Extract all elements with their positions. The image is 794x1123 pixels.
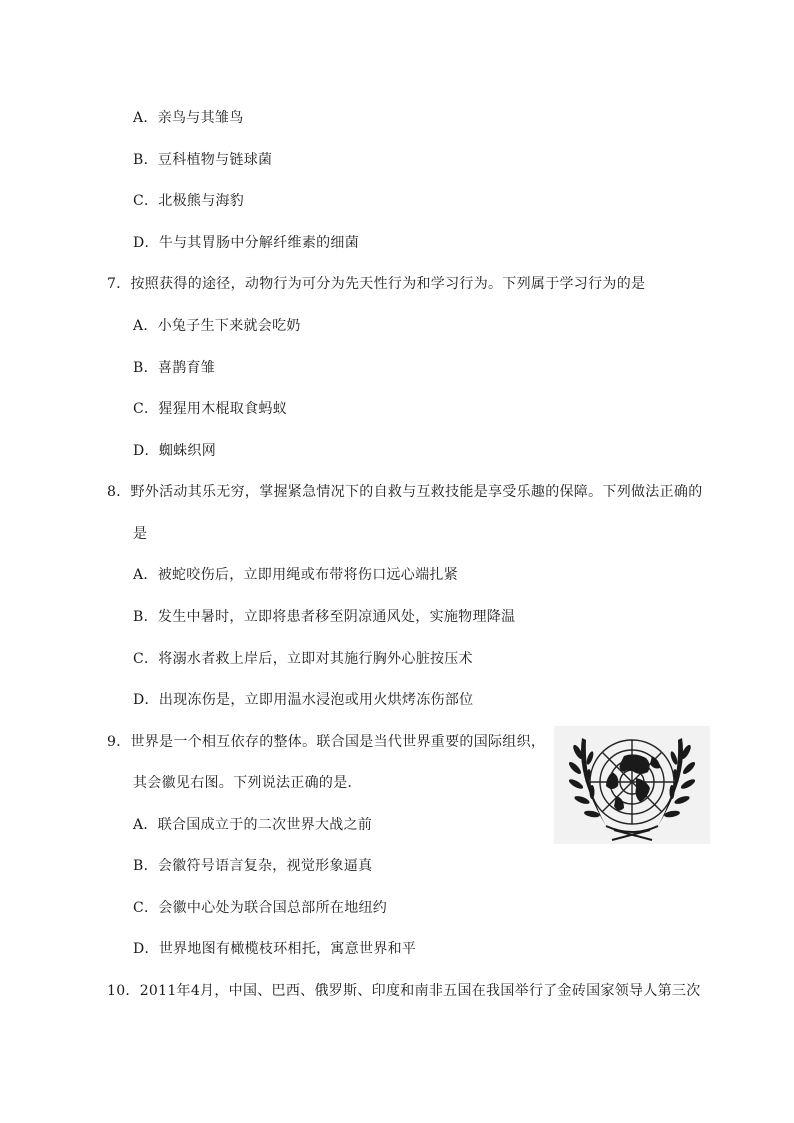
- q7-option-b: B．喜鹊育雏: [133, 360, 216, 376]
- q9-option-a: A．联合国成立于的二次世界大战之前: [133, 817, 373, 833]
- q6-option-b: B．豆科植物与链球菌: [133, 152, 273, 168]
- q9-option-d: D．世界地图有橄榄枝环相托，寓意世界和平: [133, 941, 417, 957]
- q9-option-b: B．会徽符号语言复杂，视觉形象逼真: [133, 858, 373, 874]
- q7-option-c: C．猩猩用木棍取食蚂蚁: [133, 401, 288, 417]
- q7-option-d: D．蜘蛛织网: [133, 443, 217, 459]
- q6-option-d: D．牛与其胃肠中分解纤维素的细菌: [133, 235, 360, 251]
- q8-option-b: B．发生中暑时，立即将患者移至阴凉通风处，实施物理降温: [133, 609, 516, 625]
- q8-option-d: D．出现冻伤是，立即用温水浸泡或用火烘烤冻伤部位: [133, 692, 474, 708]
- q9-option-c: C．会徽中心处为联合国总部所在地纽约: [133, 900, 388, 916]
- q7-stem: 7．按照获得的途径，动物行为可分为先天性行为和学习行为。下列属于学习行为的是: [107, 276, 646, 292]
- q8-option-c: C．将溺水者救上岸后，立即对其施行胸外心脏按压术: [133, 651, 473, 667]
- un-emblem-icon: [554, 726, 710, 844]
- q8-stem-line1: 8．野外活动其乐无穷，掌握紧急情况下的自救与互救技能是享受乐趣的保障。下列做法正确的: [107, 484, 703, 500]
- q8-stem-line2: 是: [133, 526, 148, 542]
- q9-stem-line1: 9．世界是一个相互依存的整体。联合国是当代世界重要的国际组织，: [107, 734, 546, 750]
- q6-option-a: A．亲鸟与其雏鸟: [133, 110, 244, 126]
- q7-option-a: A．小兔子生下来就会吃奶: [133, 318, 301, 334]
- q9-stem-line2: 其会徽见右图。下列说法正确的是．: [133, 775, 362, 791]
- q6-option-c: C．北极熊与海豹: [133, 193, 245, 209]
- q8-option-a: A．被蛇咬伤后，立即用绳或布带将伤口远心端扎紧: [133, 567, 459, 583]
- q10-stem-line1: 10．2011年4月，中国、巴西、俄罗斯、印度和南非五国在我国举行了金砖国家领导人第三次: [107, 983, 701, 999]
